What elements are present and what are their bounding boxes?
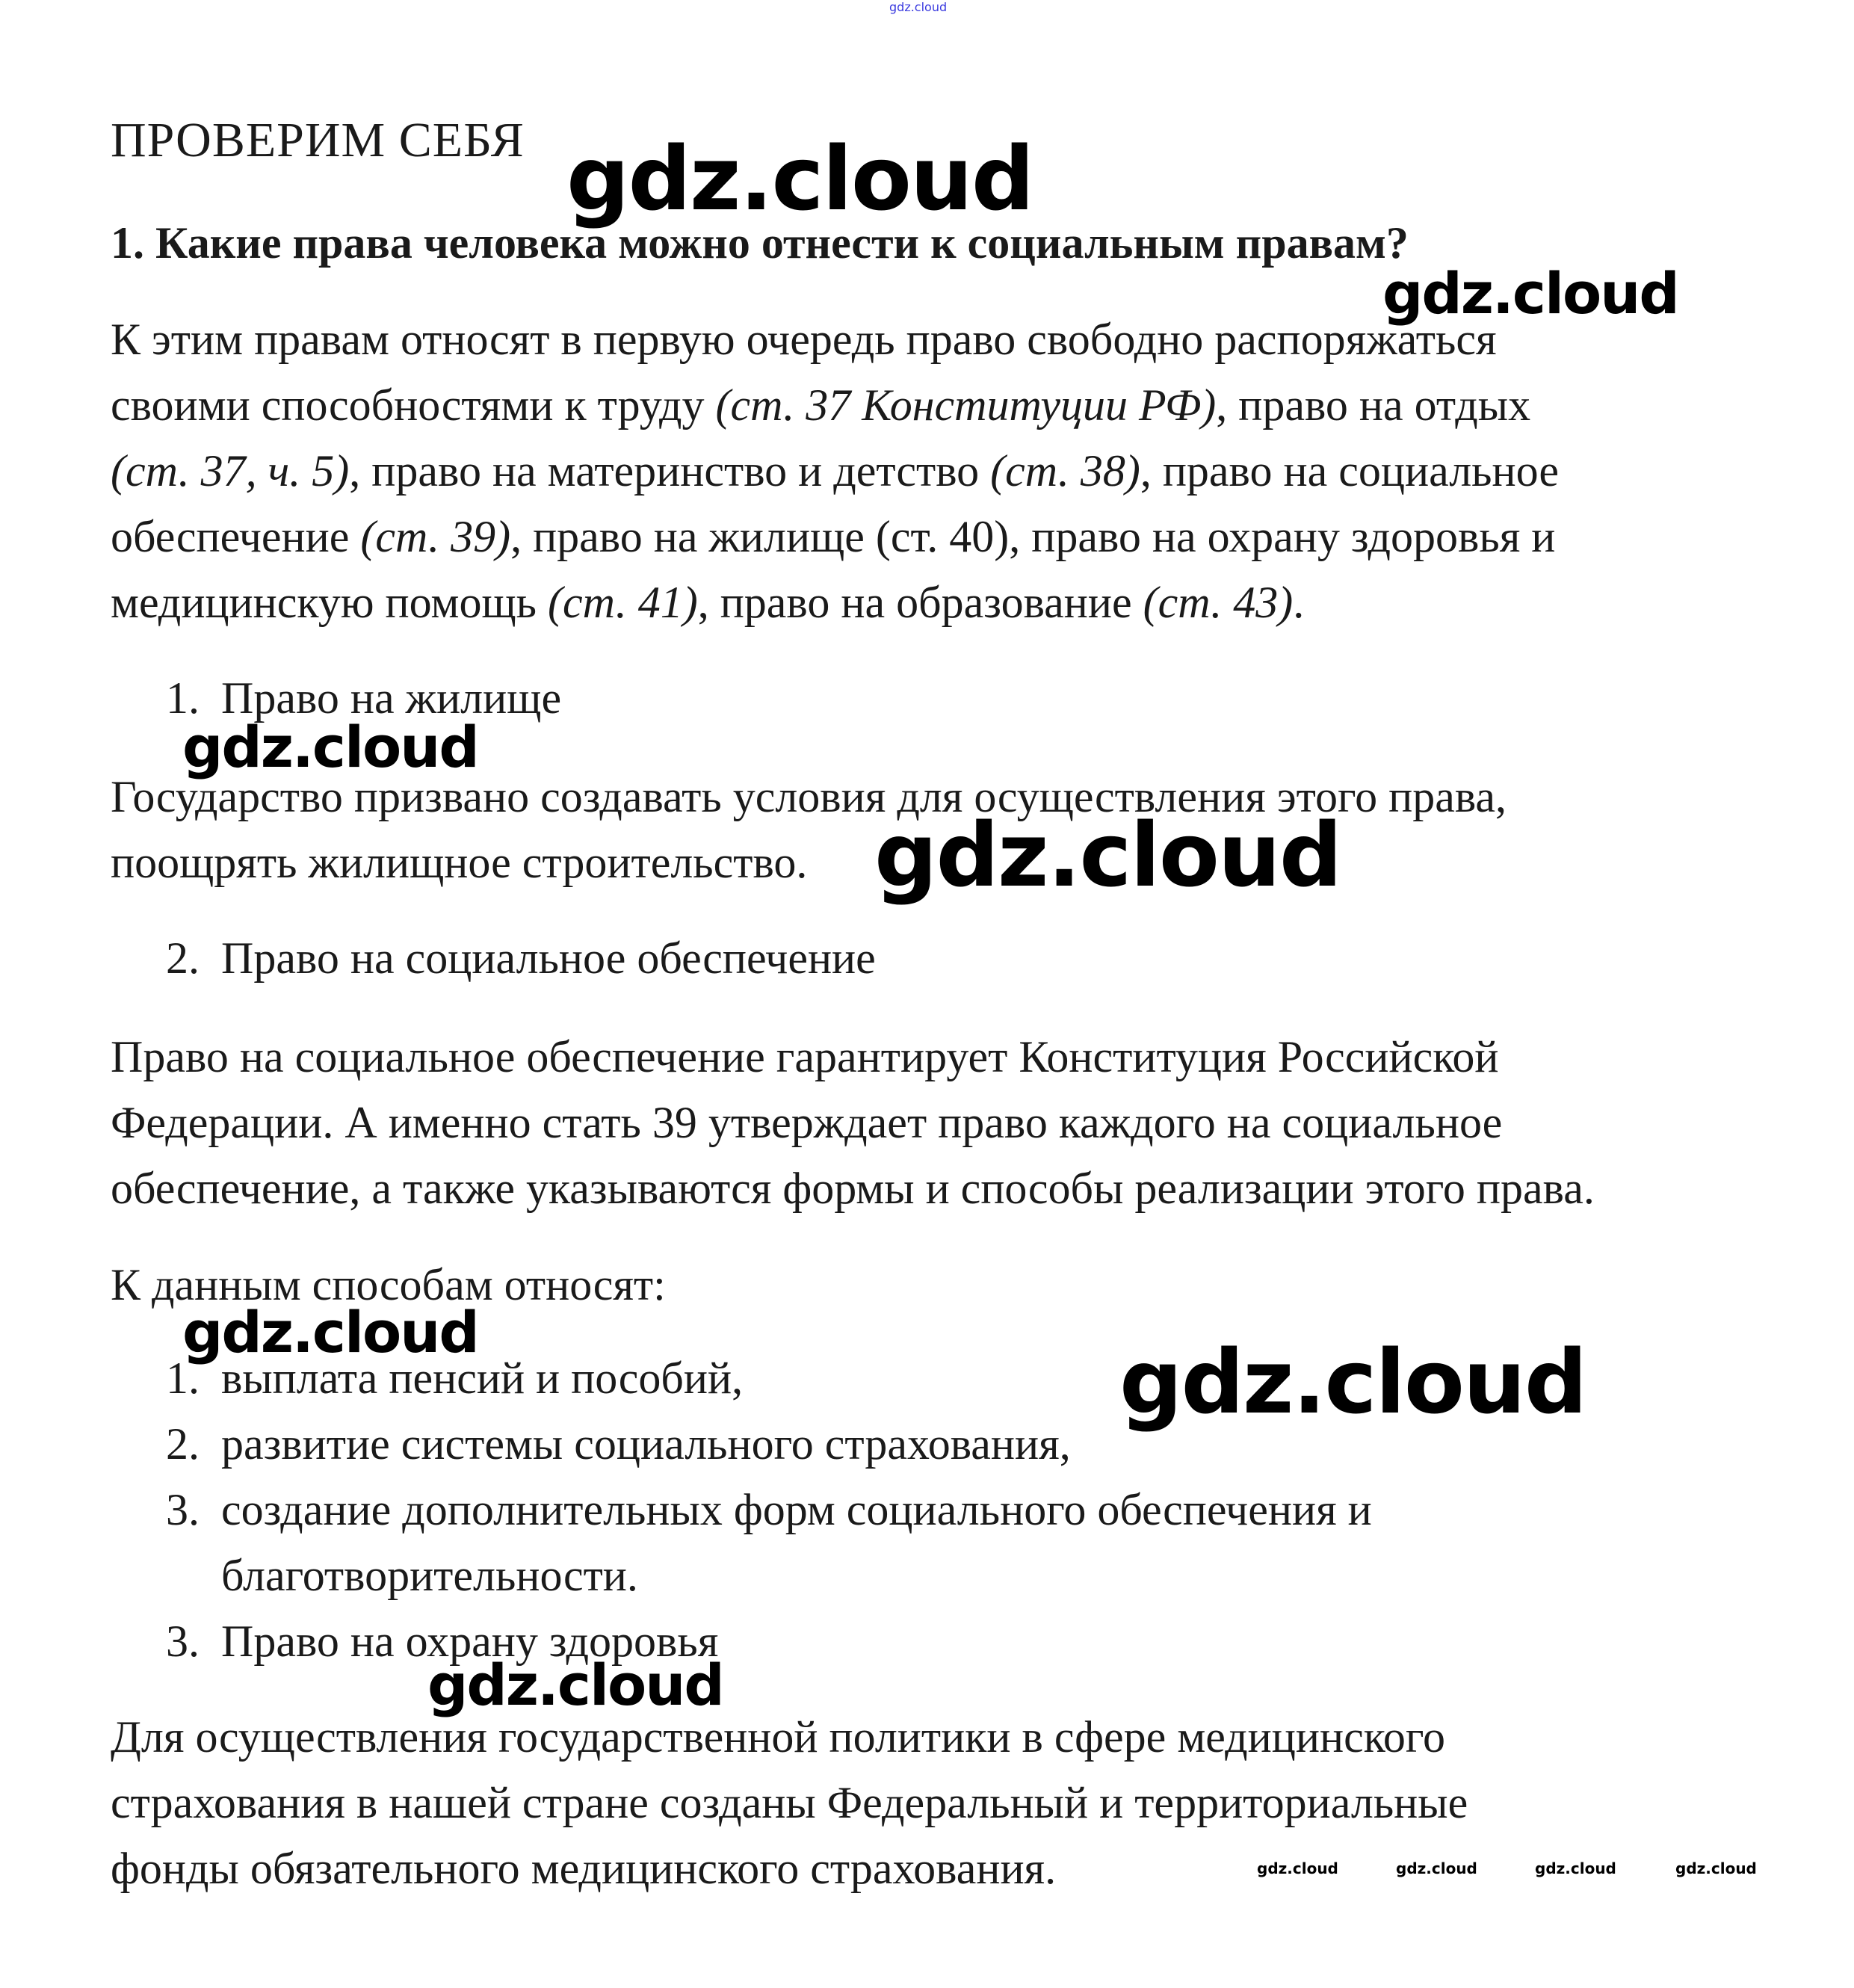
watermark-7: gdz.cloud xyxy=(427,1652,723,1718)
intro-line-3: (ст. 37, ч. 5), право на материнство и детство (ст. 38), право на социальное xyxy=(111,446,1559,496)
intro-line-1: К этим правам относят в первую очередь право свободно распоряжаться xyxy=(111,315,1497,364)
section-2-paragraph: Право на социальное обеспечение гарантирует Конституция Российской Федерации. А именно стать 39 утверждает право каждого на социальное обеспечение, а также указываются формы и способы реализации этого права. xyxy=(111,1032,1595,1213)
intro-line-4: обеспечение (ст. 39), право на жилище (ст. 40), право на охрану здоровья и xyxy=(111,512,1556,561)
intro-line-2: своими способностями к труду (ст. 37 Конституции РФ), право на отдых xyxy=(111,380,1531,430)
intro-paragraph xyxy=(111,306,1785,635)
watermark-2: gdz.cloud xyxy=(1382,260,1678,327)
document-page: gdz.cloud ПРОВЕРИМ СЕБЯ 1. Какие права человека можно отнести к социальным правам? К этим правам относят в первую очередь право свободно распоряжаться своими способностями к труду (ст. 37 Конституции РФ), право на отдых (ст. 37, ч. 5), право на материнство и детство (ст. 38), право на социальное обеспечение (ст. 39), право на жилище (ст. 40), право на охрану здоровья и медицинскую помощь (ст. 41), право на образование (ст. 43). 1. Право на жилище Государство призвано создавать условия для осуществления этого права, поощрять жилищное строительство. 2. Право на социальное обеспечение Право на социальное обеспечение гарантирует Конституция Российской Федерации. А именно стать 39 утверждает право каждого на социальное обеспечение, а также указываются формы и способы реализации этого права. К данным способам относят: 1. выплата пенсий и пособий, 2. развитие системы социального страхования, 3. создание дополнительных форм социального обеспечения и благотворительности. 3. Право на охрану здоровья Для осуществления государственной политики в сфере медицинского страхования в нашей стране созданы Федеральный и территориальные фонды обязательного медицинского страхования. gdz.cloud gdz.cloud gdz.cloud gdz.cloud gdz.cloud gdz.cloud gdz.cloud gdz.cloud gdz.cloud gdz.cloud gdz.cloud xyxy=(0,0,1854,1988)
watermark-3: gdz.cloud xyxy=(182,714,478,780)
intro-line-5: медицинскую помощь (ст. 41), право на образование (ст. 43). xyxy=(111,578,1305,627)
watermark-small-2: gdz.cloud xyxy=(1396,1859,1477,1877)
watermark-5: gdz.cloud xyxy=(182,1299,478,1365)
watermark-top: gdz.cloud xyxy=(889,0,948,14)
section-1-paragraph: Государство призвано создавать условия для осуществления этого права, поощрять жилищное строительство. xyxy=(111,772,1507,887)
watermark-4: gdz.cloud xyxy=(874,803,1341,907)
page-heading: ПРОВЕРИМ СЕБЯ xyxy=(111,113,525,167)
watermark-small-3: gdz.cloud xyxy=(1535,1859,1616,1877)
section-3-paragraph: Для осуществления государственной политики в сфере медицинского страхования в нашей стране созданы Федеральный и территориальные фонды обязательного медицинского страхования. xyxy=(111,1712,1468,1893)
watermark-small-4: gdz.cloud xyxy=(1675,1859,1757,1877)
watermark-6: gdz.cloud xyxy=(1119,1330,1586,1433)
watermark-1: gdz.cloud xyxy=(566,127,1033,230)
question-title: 1. Какие права человека можно отнести к социальным правам? xyxy=(111,218,1409,268)
methods-intro: К данным способам относят: xyxy=(111,1260,666,1309)
watermark-small-1: gdz.cloud xyxy=(1257,1859,1338,1877)
